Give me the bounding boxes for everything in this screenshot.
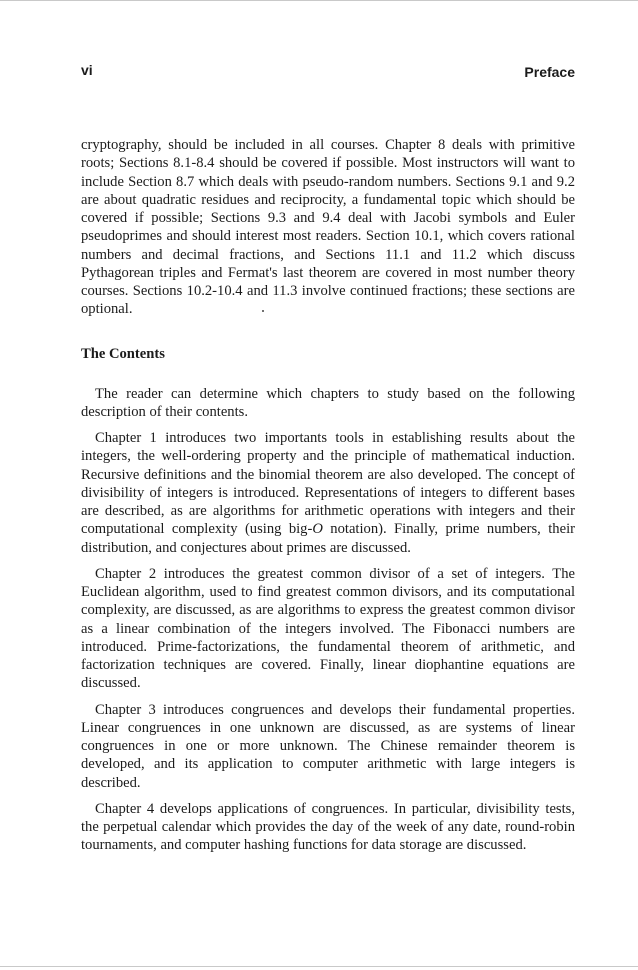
print-speck: [262, 310, 264, 312]
page-number: vi: [81, 62, 93, 78]
chapter-1-text-a: Chapter 1 introduces two importants tools in establishing results about the integers, the well-ordering property and the principle of mathematical induction. Recursive definitions and the binomial theorem are also developed. The concept of divisibility of integers is introduced. Representations of integers to different bases are described, as are algorithms for arithmetic operations with integers and their computational complexity (using big-: [81, 430, 575, 538]
bottom-rule: [0, 966, 638, 967]
chapter-1-paragraph: [81, 429, 575, 557]
chapter-3-paragraph: Chapter 3 introduces congruences and develops their fundamental properties. Linear congruences in one unknown are discussed, as are systems of linear congruences in one or more unknown. The Chinese remainder theorem is developed, and its application to computer arithmetic with large integers is described.: [81, 701, 575, 791]
big-o-symbol: O: [312, 521, 323, 538]
chapter-2-paragraph: Chapter 2 introduces the greatest common divisor of a set of integers. The Euclidean algorithm, used to find greatest common divisors, and its computational complexity, are discussed, as are algorithms to express the greatest common divisor as a linear combination of the integers involved. The Fibonacci numbers are introduced. Prime-factorizations, the fundamental theorem of arithmetic, and factorization techniques are covered. Finally, linear diophantine equations are discussed.: [81, 565, 575, 692]
running-title: Preface: [524, 64, 575, 80]
page-body: [81, 136, 575, 863]
chapter-1-text-b: notation). Finally, prime numbers, their distribution, and conjectures about primes are discussed.: [81, 521, 575, 556]
contents-lead-paragraph: The reader can determine which chapters to study based on the following description of their contents.: [81, 385, 575, 420]
running-head: [81, 62, 575, 82]
intro-paragraph: cryptography, should be included in all courses. Chapter 8 deals with primitive roots; Sections 8.1-8.4 should be covered if possible. Most instructors will want to include Section 8.7 which deals with pseudo-random numbers. Sections 9.1 and 9.2 are about quadratic residues and reciprocity, a fundamental topic which should be covered if possible; Sections 9.3 and 9.4 deal with Jacobi symbols and Euler pseudoprimes and should interest most readers. Section 10.1, which covers rational numbers and decimal fractions, and Sections 11.1 and 11.2 which discuss Pythagorean triples and Fermat's last theorem are covered in most number theory courses. Sections 10.2-10.4 and 11.3 involve continued fractions; these sections are optional.: [81, 137, 575, 318]
top-rule: [0, 0, 638, 1]
section-heading: The Contents: [81, 345, 165, 362]
chapter-4-paragraph: Chapter 4 develops applications of congruences. In particular, divisibility tests, the perpetual calendar which provides the day of the week of any date, round-robin tournaments, and computer hashing functions for data storage are discussed.: [81, 800, 575, 854]
